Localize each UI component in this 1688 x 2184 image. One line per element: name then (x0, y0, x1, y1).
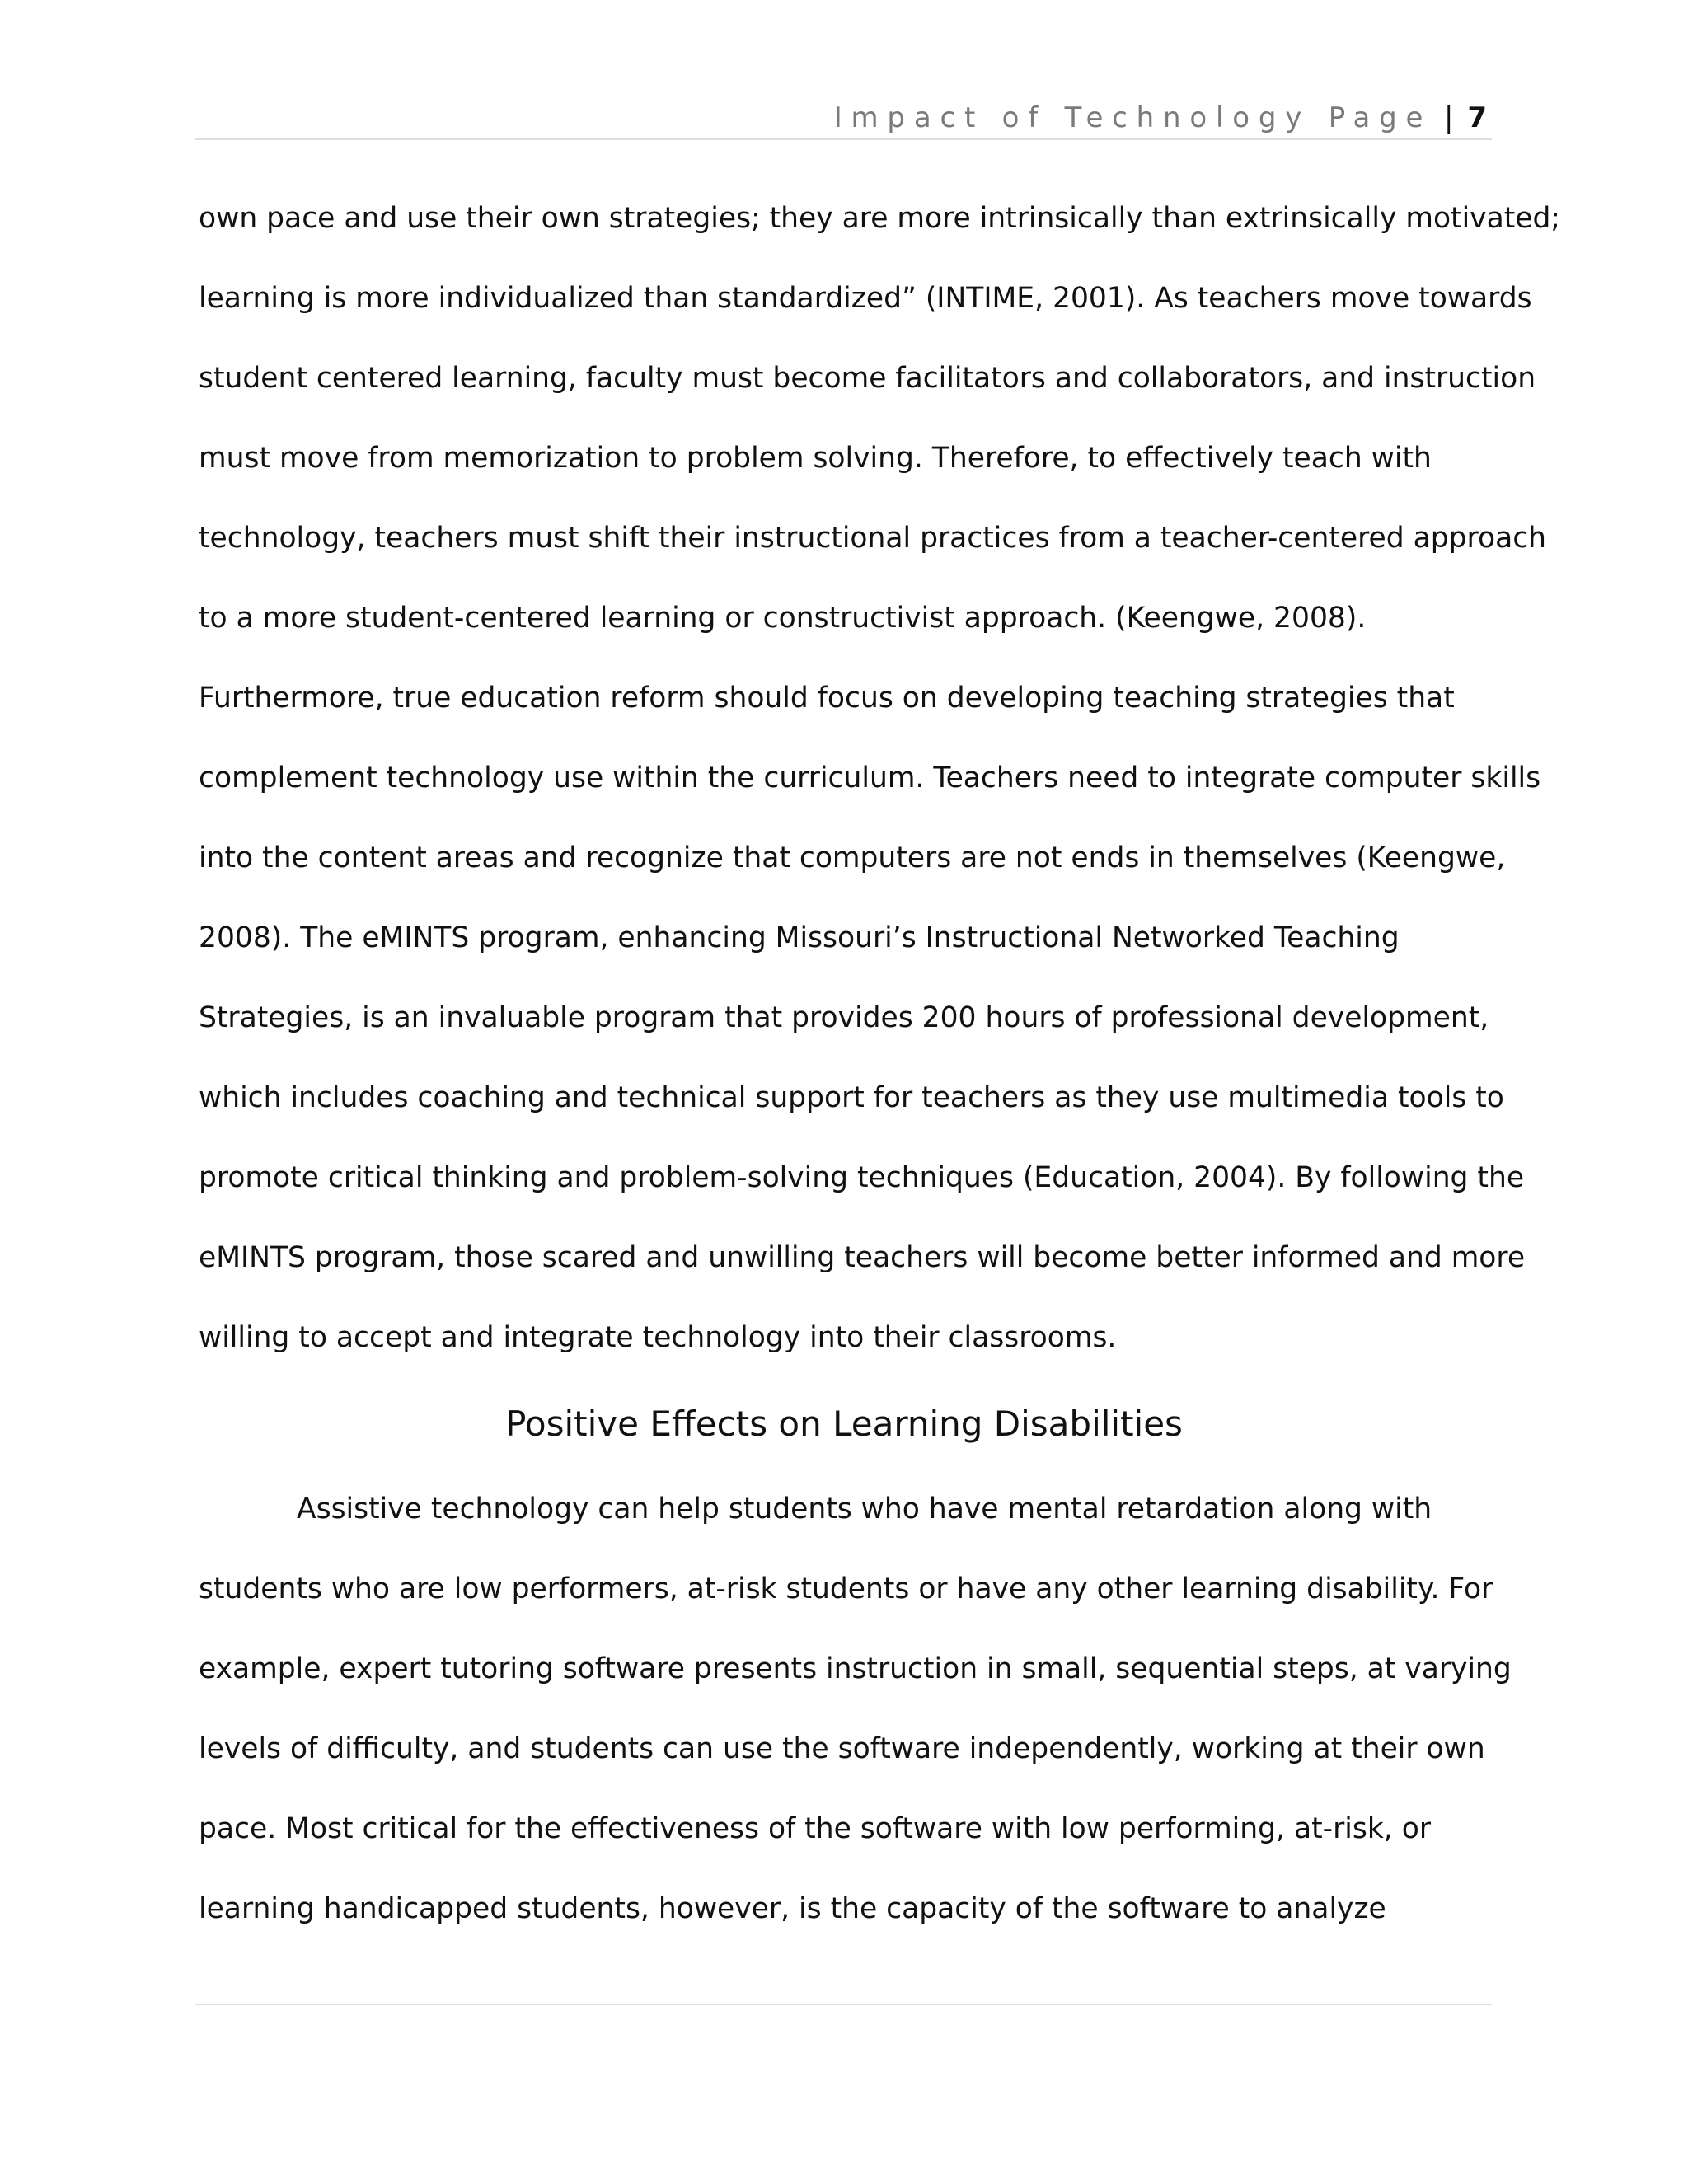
text-line: complement technology use within the curriculum. Teachers need to integrate computer skills (199, 762, 1541, 794)
page-header (195, 97, 1492, 140)
text-line: into the content areas and recognize that computers are not ends in themselves (Keengwe, (199, 841, 1506, 874)
text-line: pace. Most critical for the effectiveness of the software with low performing, at-risk, or (199, 1812, 1432, 1845)
text-line: willing to accept and integrate technology into their classrooms. (199, 1321, 1117, 1354)
header-separator: | (1444, 101, 1454, 134)
text-line: learning handicapped students, however, is the capacity of the software to analyze (199, 1892, 1386, 1925)
text-line: to a more student-centered learning or constructivist approach. (Keengwe, 2008). (199, 602, 1367, 635)
footer-divider (195, 2004, 1492, 2005)
text-line: learning is more individualized than standardized” (INTIME, 2001). As teachers move towards (199, 282, 1532, 315)
text-line: student centered learning, faculty must become facilitators and collaborators, and instruction (199, 362, 1536, 395)
text-line: technology, teachers must shift their instructional practices from a teacher-centered approach (199, 522, 1547, 555)
text-line: levels of difficulty, and students can use the software independently, working at their own (199, 1732, 1485, 1765)
text-line: own pace and use their own strategies; they are more intrinsically than extrinsically motivated; (199, 202, 1561, 235)
text-line: must move from memorization to problem solving. Therefore, to effectively teach with (199, 442, 1432, 475)
text-line: Strategies, is an invaluable program that provides 200 hours of professional development, (199, 1001, 1489, 1034)
text-line: which includes coaching and technical support for teachers as they use multimedia tools to (199, 1081, 1504, 1114)
text-line: Assistive technology can help students who have mental retardation along with (297, 1493, 1432, 1526)
header-text (834, 97, 1487, 138)
text-line: students who are low performers, at-risk students or have any other learning disability. For (199, 1572, 1493, 1605)
text-line: example, expert tutoring software presents instruction in small, sequential steps, at varying (199, 1652, 1512, 1685)
page-number: 7 (1467, 101, 1487, 134)
text-line: promote critical thinking and problem-solving techniques (Education, 2004). By following the (199, 1161, 1525, 1194)
section-heading: Positive Effects on Learning Disabilities (505, 1404, 1183, 1444)
text-line: 2008). The eMINTS program, enhancing Missouri’s Instructional Networked Teaching (199, 921, 1400, 954)
text-line: Furthermore, true education reform should focus on developing teaching strategies that (199, 682, 1455, 715)
text-line: eMINTS program, those scared and unwilling teachers will become better informed and more (199, 1241, 1526, 1274)
header-title: Impact of Technology Page (833, 101, 1432, 134)
